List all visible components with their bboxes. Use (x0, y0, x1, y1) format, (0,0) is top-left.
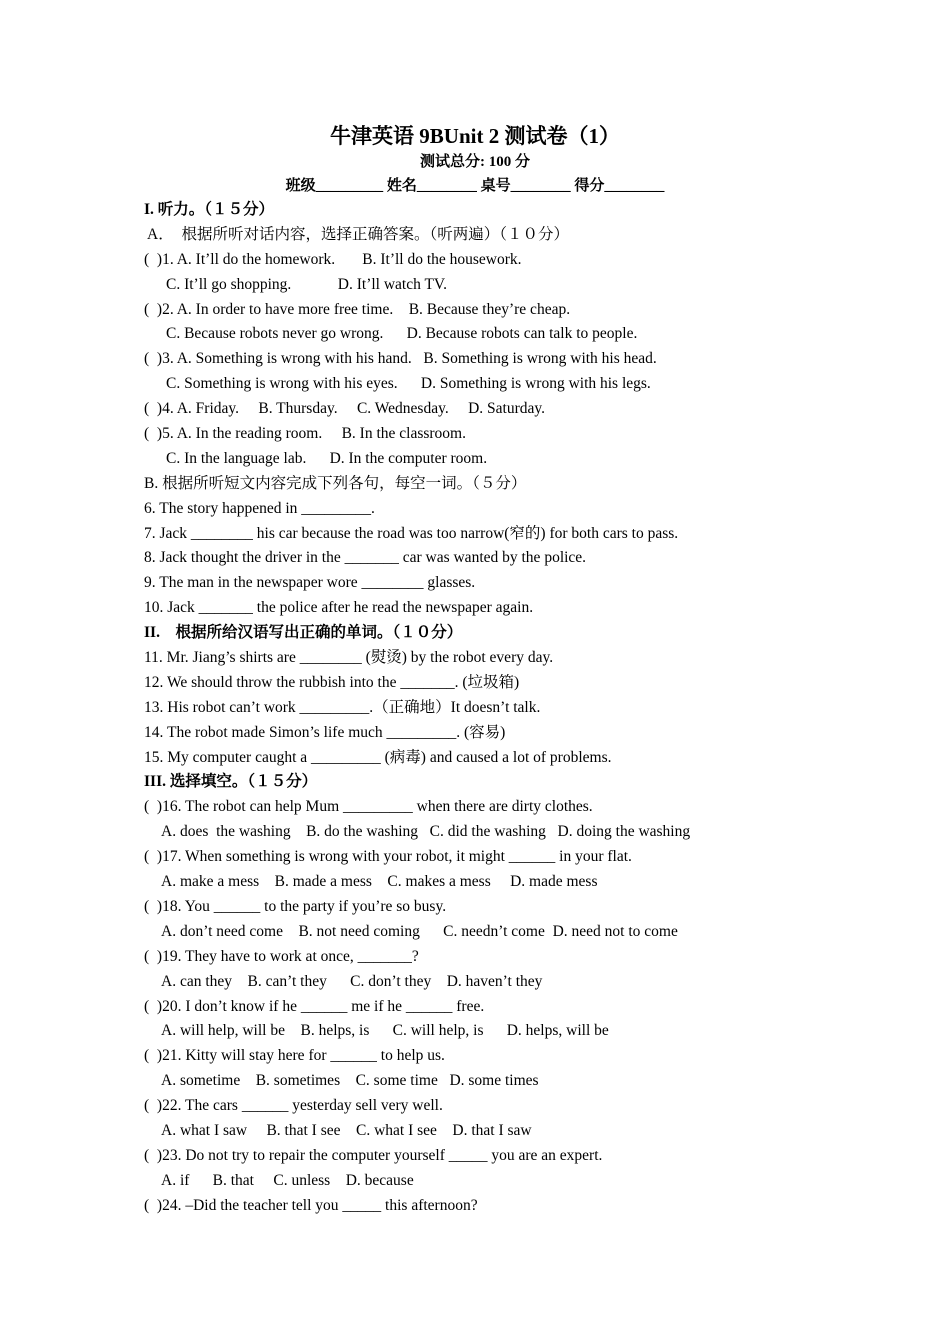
question-line: 11. Mr. Jiang’s shirts are ________ (熨烫) by the robot every day. (144, 649, 554, 667)
options-line: A. make a mess B. made a mess C. makes a mess D. made mess (161, 873, 598, 891)
options-line: A. sometime B. sometimes C. some time D. some times (161, 1072, 539, 1090)
question-line: 15. My computer caught a _________ (病毒) and caused a lot of problems. (144, 748, 612, 766)
options-line: C. Because robots never go wrong. D. Because robots can talk to people. (166, 325, 638, 343)
section-heading: III. 选择填空。（１５分） (144, 773, 318, 791)
options-line: A. will help, will be B. helps, is C. will help, is D. helps, will be (161, 1022, 609, 1040)
question-line: ( )5. A. In the reading room. B. In the classroom. (144, 425, 466, 443)
question-line: ( )24. –Did the teacher tell you _____ this afternoon? (144, 1196, 478, 1214)
section-heading: II. 根据所给汉语写出正确的单词。（１０分） (144, 624, 463, 642)
student-info-line: 班级_________ 姓名________ 桌号________ 得分________ (285, 178, 665, 194)
question-line: ( )18. You ______ to the party if you’re so busy. (144, 897, 447, 915)
question-line: 7. Jack ________ his car because the road was too narrow(窄的) for both cars to pass. (144, 524, 679, 542)
question-line: 9. The man in the newspaper wore ________ glasses. (144, 574, 476, 592)
options-line: C. In the language lab. D. In the computer room. (166, 449, 488, 467)
question-line: ( )16. The robot can help Mum _________ when there are dirty clothes. (144, 798, 593, 816)
options-line: A. can they B. can’t they C. don’t they D. haven’t they (161, 972, 543, 990)
question-line: ( )17. When something is wrong with your robot, it might ______ in your flat. (144, 848, 632, 866)
question-line: 8. Jack thought the driver in the _______ car was wanted by the police. (144, 549, 587, 567)
section-heading: I. 听力。（１５分） (144, 201, 275, 218)
question-line: 10. Jack _______ the police after he read the newspaper again. (144, 599, 534, 617)
question-line: ( )23. Do not try to repair the computer yourself _____ you are an expert. (144, 1146, 603, 1164)
question-line: ( )2. A. In order to have more free time. B. Because they’re cheap. (144, 300, 571, 318)
subsection-heading: A． 根据所听对话内容，选择正确答案。（听两遍）（１０分） (144, 225, 569, 243)
options-line: A. what I saw B. that I see C. what I see D. that I saw (161, 1121, 532, 1139)
page-title: 牛津英语 9BUnit 2 测试卷（1） (330, 124, 620, 148)
options-line: C. It’ll go shopping. D. It’ll watch TV. (166, 275, 447, 293)
question-line: ( )4. A. Friday. B. Thursday. C. Wednesday. D. Saturday. (144, 400, 545, 418)
question-line: ( )21. Kitty will stay here for ______ to help us. (144, 1047, 445, 1065)
options-line: A. don’t need come B. not need coming C. needn’t come D. need not to come (161, 922, 678, 940)
options-line: A. if B. that C. unless D. because (161, 1171, 414, 1189)
question-line: ( )19. They have to work at once, _______? (144, 947, 419, 965)
question-line: ( )1. A. It’ll do the homework. B. It’ll do the housework. (144, 250, 522, 268)
question-line: 14. The robot made Simon’s life much _________. (容易) (144, 723, 506, 741)
options-line: C. Something is wrong with his eyes. D. Something is wrong with his legs. (166, 375, 651, 393)
question-line: 13. His robot can’t work _________.（正确地）It doesn’t talk. (144, 698, 541, 716)
exam-body (144, 198, 844, 1219)
question-line: 12. We should throw the rubbish into the _______. (垃圾箱) (144, 673, 520, 691)
subsection-heading: B. 根据所听短文内容完成下列各句，每空一词。（５分） (144, 474, 527, 492)
question-line: ( )22. The cars ______ yesterday sell very well. (144, 1097, 443, 1115)
total-score: 测试总分: 100 分 (420, 154, 530, 170)
options-line: A. does the washing B. do the washing C. did the washing D. doing the washing (161, 823, 691, 841)
question-line: 6. The story happened in _________. (144, 499, 375, 517)
question-line: ( )20. I don’t know if he ______ me if he ______ free. (144, 997, 485, 1015)
question-line: ( )3. A. Something is wrong with his hand. B. Something is wrong with his head. (144, 350, 657, 368)
